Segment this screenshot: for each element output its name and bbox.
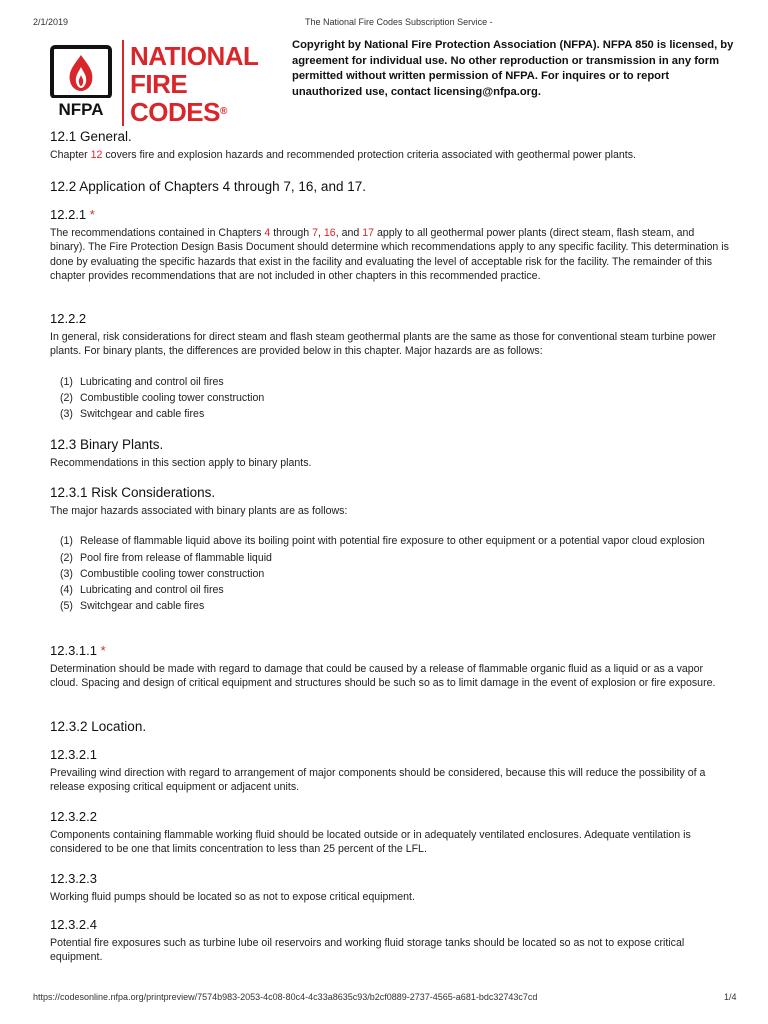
- heading-12-2-1: 12.2.1 *: [50, 207, 95, 222]
- list-item: (3) Combustible cooling tower construction: [60, 567, 265, 580]
- chapter-12-link[interactable]: 12: [90, 149, 103, 161]
- section-12-3-2-4: [50, 916, 730, 965]
- list-item: (3) Switchgear and cable fires: [60, 408, 205, 421]
- section-12-2-2: [50, 310, 730, 423]
- hazard-list-12-3-1: [50, 534, 730, 613]
- section-12-3-2-3: [50, 870, 730, 904]
- chapter-16-link[interactable]: 16: [323, 227, 336, 239]
- section-12-2: [50, 178, 730, 196]
- heading-12-3-2-1: 12.3.2.1: [50, 747, 97, 762]
- annex-star-link[interactable]: *: [100, 643, 106, 658]
- heading-12-3-1-1: 12.3.1.1 *: [50, 643, 106, 658]
- chapter-17-link[interactable]: 17: [362, 227, 374, 239]
- nfpa-logo: [50, 40, 280, 126]
- list-item: (5) Switchgear and cable fires: [60, 600, 205, 613]
- heading-12-3-2-2: 12.3.2.2: [50, 809, 97, 824]
- logo-divider: [122, 40, 124, 126]
- heading-12-1: 12.1 General.: [50, 129, 132, 144]
- list-item: (1) Release of flammable liquid above its boiling point with potential fire exposure to other equipment or a potential vapor cloud explosion: [60, 535, 705, 548]
- section-12-3-2-1: [50, 746, 730, 795]
- annex-star-link[interactable]: *: [89, 207, 95, 222]
- heading-12-3: 12.3 Binary Plants.: [50, 437, 164, 452]
- logo-line1: NATIONAL: [130, 41, 259, 71]
- paragraph-12-2-2: In general, risk considerations for direct steam and flash steam geothermal plants are the same as those for conventional steam turbine power plants. For binary plants, the differences are provided below in this chapter. Major hazards are as follows:: [50, 331, 716, 358]
- heading-12-3-1: 12.3.1 Risk Considerations.: [50, 485, 216, 500]
- paragraph-12-3-2-1: Prevailing wind direction with regard to arrangement of major components should be considered, because this will reduce the possibility of a release exposing critical equipment or adjacent units.: [50, 767, 706, 794]
- section-12-3-2: [50, 718, 730, 736]
- heading-12-2: 12.2 Application of Chapters 4 through 7, 16, and 17.: [50, 179, 366, 194]
- nfpa-flame-icon: [50, 45, 112, 117]
- paragraph-12-3-2-3: Working fluid pumps should be located so as not to expose critical equipment.: [50, 891, 415, 903]
- heading-12-3-2: 12.3.2 Location.: [50, 719, 147, 734]
- section-12-3-1: [50, 484, 730, 616]
- section-12-1: [50, 128, 730, 162]
- list-item: (2) Pool fire from release of flammable liquid: [60, 551, 272, 564]
- paragraph-12-3: Recommendations in this section apply to binary plants.: [50, 457, 312, 469]
- page-number: 1/4: [724, 992, 737, 1002]
- list-item: (1) Lubricating and control oil fires: [60, 375, 224, 388]
- section-12-2-1: [50, 206, 730, 283]
- section-12-3-1-1: [50, 642, 730, 691]
- chapter-7-link[interactable]: 7: [312, 227, 318, 239]
- section-12-3: [50, 436, 730, 470]
- paragraph-12-3-1-1: Determination should be made with regard to damage that could be caused by a release of flammable organic fluid as a liquid or as a vapor cloud. Spacing and design of critical equipment and structures should be such so as to limit damage in the event of explosion or fire exposure.: [50, 663, 716, 690]
- heading-12-3-2-4: 12.3.2.4: [50, 917, 97, 932]
- print-date: 2/1/2019: [33, 17, 69, 27]
- nfpa-mark-text: NFPA: [58, 100, 104, 117]
- section-12-3-2-2: [50, 808, 730, 857]
- chapter-4-link[interactable]: 4: [264, 227, 271, 239]
- print-title: The National Fire Codes Subscription Service -: [305, 17, 493, 27]
- hazard-list-12-2-2: [50, 375, 730, 422]
- paragraph-12-3-1: The major hazards associated with binary plants are as follows:: [50, 505, 348, 517]
- logo-wordmark: [130, 42, 280, 126]
- paragraph-12-3-2-2: Components containing flammable working fluid should be located outside or in adequately ventilated enclosures. Adequate ventilation is considered to be one that limits concentration to less than 25 percent of the LFL.: [50, 829, 691, 856]
- heading-12-2-2: 12.2.2: [50, 311, 87, 326]
- logo-reg: ®: [219, 106, 227, 117]
- logo-line2: FIRE CODES: [130, 69, 220, 127]
- paragraph-12-2-1: The recommendations contained in Chapters 4 through 7, 16, and 17 apply to all geothermal power plants (direct steam, flash steam, and binary). The Fire Protection Design Basis Document should determine which recommendations apply to any specific facility. This determination is done by evaluating the specific hazards that exist in the facility and evaluating the level of acceptable risk for the facility. The remainder of this chapter provides recommendations that are not included in other chapters in this recommended practice.: [50, 227, 729, 282]
- heading-12-3-2-3: 12.3.2.3: [50, 871, 97, 886]
- print-url: https://codesonline.nfpa.org/printpreview/7574b983-2053-4c08-80c4-4c33a8635c93/b2cf0889-2737-4565-a681-bdc32743c7cd: [33, 992, 538, 1002]
- paragraph-12-1: Chapter 12 covers fire and explosion hazards and recommended protection criteria associated with geothermal power plants.: [50, 149, 636, 161]
- list-item: (4) Lubricating and control oil fires: [60, 584, 224, 597]
- copyright-notice: Copyright by National Fire Protection Association (NFPA). NFPA 850 is licensed, by agreement for individual use. No other reproduction or transmission in any form permitted without written permission of NFPA. For inquires or to report unauthorized use, contact licensing@nfpa.org.: [292, 39, 734, 98]
- list-item: (2) Combustible cooling tower construction: [60, 391, 265, 404]
- paragraph-12-3-2-4: Potential fire exposures such as turbine lube oil reservoirs and working fluid storage tanks should be located so as not to expose critical equipment.: [50, 937, 685, 964]
